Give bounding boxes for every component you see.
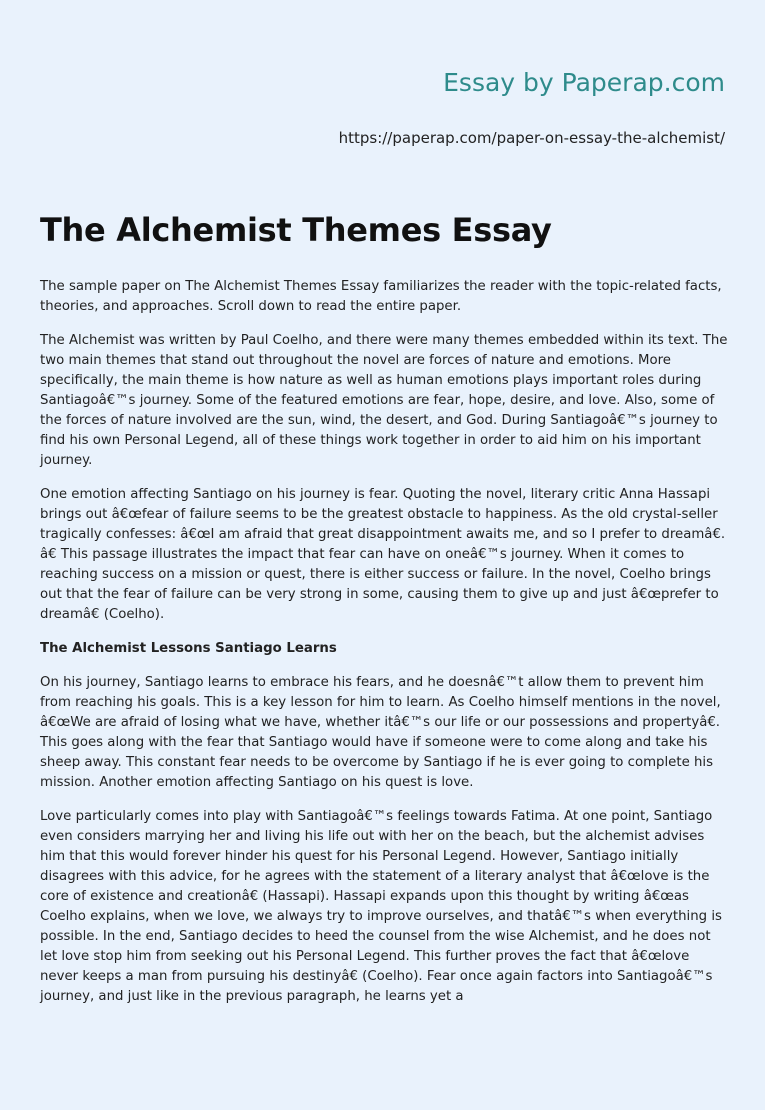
site-header — [443, 66, 725, 100]
paragraph: The Alchemist was written by Paul Coelho, and there were many themes embedded within its text. The two main themes that stand out throughout the novel are forces of nature and emotions. More specifically, the main theme is how nature as well as human emotions plays important roles during Santiagoâ€™s journey. Some of the featured emotions are fear, hope, desire, and love. Also, some of the forces of nature involved are the sun, wind, the desert, and God. During Santiagoâ€™s journey to find his own Personal Legend, all of these things work together in order to aid him on his important journey. — [40, 333, 728, 468]
page-title: The Alchemist Themes Essay — [40, 211, 552, 249]
paragraph: Love particularly comes into play with Santiagoâ€™s feelings towards Fatima. At one point, Santiago even considers marrying her and living his life out with her on the beach, but the alchemist advises him that this would forever hinder his quest for his Personal Legend. However, Santiago initially disagrees with this advice, for he agrees with the statement of a literary analyst that â€œlove is the core of existence and creationâ€ (Hassapi). Hassapi expands upon this thought by writing â€œas Coelho explains, when we love, we always try to improve ourselves, and thatâ€™s when everything is possible. In the end, Santiago decides to heed the counsel from the wise Alchemist, and he does not let love stop him from seeking out his Personal Legend. This further proves the fact that â€œlove never keeps a man from pursuing his destinyâ€ (Coelho). Fear once again factors into Santiagoâ€™s journey, and just like in the previous paragraph, he learns yet a — [40, 809, 722, 1004]
paragraph: On his journey, Santiago learns to embrace his fears, and he doesnâ€™t allow them to prevent him from reaching his goals. This is a key lesson for him to learn. As Coelho himself mentions in the novel, â€œWe are afraid of losing what we have, whether itâ€™s our life or our possessions and propertyâ€. This goes along with the fear that Santiago would have if someone were to come along and take his sheep away. This constant fear needs to be overcome by Santiago if he is ever going to complete his mission. Another emotion affecting Santiago on his quest is love. — [40, 675, 721, 790]
section-heading: The Alchemist Lessons Santiago Learns — [40, 641, 337, 656]
site-brand[interactable]: Essay by Paperap.com — [443, 68, 725, 97]
paragraph-intro: The sample paper on The Alchemist Themes Essay familiarizes the reader with the topic-related facts, theories, and approaches. Scroll down to read the entire paper. — [40, 279, 722, 314]
paragraph: One emotion affecting Santiago on his journey is fear. Quoting the novel, literary critic Anna Hassapi brings out â€œfear of failure seems to be the greatest obstacle to happiness. As the old crystal-seller tragically confesses: â€œI am afraid that great disappointment awaits me, and so I prefer to dreamâ€. â€ This passage illustrates the impact that fear can have on oneâ€™s journey. When it comes to reaching success on a mission or quest, there is either success or failure. In the novel, Coelho brings out that the fear of failure can be very strong in some, causing them to give up and just â€œprefer to dreamâ€ (Coelho). — [40, 487, 726, 622]
page-url[interactable]: https://paperap.com/paper-on-essay-the-alchemist/ — [338, 129, 725, 147]
essay-body — [40, 277, 730, 1021]
